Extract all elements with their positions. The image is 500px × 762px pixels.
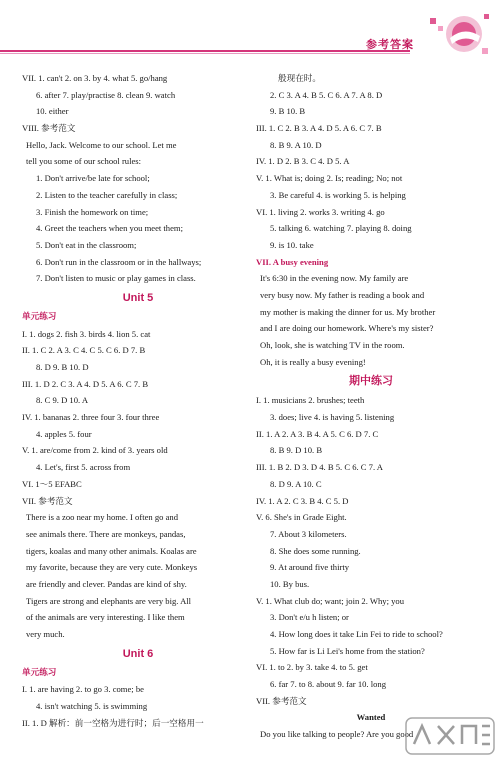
answer-line: IV. 1. bananas 2. three four 3. four three — [22, 412, 160, 423]
answer-line: 4. How long does it take Lin Fei to ride to school? — [270, 629, 443, 639]
paragraph-line: very much. — [26, 629, 65, 639]
answer-line: V. 1. What club do; want; join 2. Why; you — [256, 595, 404, 606]
answer-line: VI. 1～5 EFABC — [22, 478, 82, 489]
header-rule-thin — [0, 53, 410, 54]
answer-line: 10. By bus. — [270, 578, 310, 589]
answer-line: 8. C 9. D 10. A — [36, 395, 89, 406]
answer-line: 4. Let's, first 5. across from — [36, 462, 131, 473]
paragraph-line: my favorite, because they are very cute. Monkeys — [26, 562, 198, 573]
answer-line: 3. Don't e/u h listen; or — [270, 612, 349, 623]
essay-title: VII. A busy evening — [256, 256, 329, 267]
answer-line: I. 1. dogs 2. fish 3. birds 4. lion 5. cat — [22, 328, 151, 339]
answer-line: 8. D 9. B 10. D — [36, 362, 89, 372]
paragraph-line: of the animals are very interesting. I like them — [26, 612, 185, 623]
answer-line: V. 1. What is; doing 2. Is; reading; No; not — [256, 173, 403, 184]
answer-line: VIII. 参考范文 — [22, 123, 76, 134]
answer-line: III. 1. B 2. D 3. D 4. B 5. C 6. C 7. A — [256, 462, 384, 473]
answer-line: II. 1. C 2. A 3. C 4. C 5. C 6. D 7. B — [22, 345, 146, 356]
answer-line: 10. either — [36, 106, 69, 117]
answer-line: IV. 1. D 2. B 3. C 4. D 5. A — [256, 156, 350, 167]
answer-line: VII. 参考范文 — [22, 495, 73, 506]
subsection-label: 单元练习 — [22, 311, 57, 322]
answer-line: 3. Finish the homework on time; — [36, 206, 149, 217]
paragraph-line: very busy now. My father is reading a book and — [260, 289, 425, 300]
book-badge-icon — [426, 10, 492, 58]
answer-line: 5. Don't eat in the classroom; — [36, 239, 137, 250]
answer-line: 4. Greet the teachers when you meet them; — [36, 223, 183, 234]
header-title: 参考答案 — [366, 38, 414, 51]
answer-line: 4. apples 5. four — [36, 428, 92, 439]
answer-line: 1. Don't arrive/be late for school; — [36, 173, 150, 184]
answer-line: VI. 1. living 2. works 3. writing 4. go — [256, 206, 385, 217]
paragraph-line: Hello, Jack. Welcome to our school. Let me — [26, 139, 177, 150]
section-heading: 期中练习 — [349, 375, 393, 388]
answer-line: III. 1. C 2. B 3. A 4. D 5. A 6. C 7. B — [256, 123, 382, 134]
answer-line: 7. Don't listen to music or play games in class. — [36, 273, 196, 284]
answer-line: 般现在时。 — [278, 73, 321, 83]
paragraph-line: and I are doing our homework. Where's my sister? — [260, 323, 434, 334]
page-header — [0, 0, 500, 58]
answer-line: V. 6. She's in Grade Eight. — [256, 512, 347, 523]
left-column — [22, 70, 254, 731]
answer-line: III. 1. D 2. C 3. A 4. D 5. A 6. C 7. B — [22, 378, 149, 389]
answer-line: 3. Be careful 4. is working 5. is helping — [270, 189, 406, 200]
answer-line: II. 1. D 解析：前一空格为进行时；后一空格用一 — [22, 717, 204, 728]
answer-line: VII. 1. can't 2. on 3. by 4. what 5. go/hang — [22, 73, 168, 83]
answer-line: 7. About 3 kilometers. — [270, 528, 347, 539]
answer-line: I. 1. musicians 2. brushes; teeth — [256, 395, 365, 406]
answer-line: 8. B 9. A 10. D — [270, 139, 322, 150]
answer-line: I. 1. are having 2. to go 3. come; be — [22, 684, 144, 695]
paragraph-line: Tigers are strong and elephants are very big. All — [26, 595, 192, 606]
answer-line: 8. D 9. A 10. C — [270, 478, 322, 489]
section-heading: Unit 5 — [122, 291, 154, 304]
answer-line: 6. far 7. to 8. about 9. far 10. long — [270, 679, 386, 690]
answer-line: 2. Listen to the teacher carefully in class; — [36, 189, 178, 200]
answer-line: 8. She does some running. — [270, 545, 361, 556]
answer-line: 8. B 9. D 10. B — [270, 445, 323, 456]
section-heading: Unit 6 — [122, 647, 154, 660]
answer-line: 5. talking 6. watching 7. playing 8. doing — [270, 223, 412, 234]
answer-line: V. 1. are/come from 2. kind of 3. years old — [22, 445, 168, 456]
answer-line: VII. 参考范文 — [256, 695, 307, 706]
paragraph-line: tigers, koalas and many other animals. Koalas are — [26, 545, 197, 556]
mxqe-watermark-icon — [404, 714, 496, 758]
paragraph-line: There is a zoo near my home. I often go and — [26, 512, 179, 523]
answer-line: 5. How far is Li Lei's home from the station? — [270, 645, 425, 656]
answer-line: 3. does; live 4. is having 5. listening — [270, 412, 395, 423]
paragraph-line: my mother is making the dinner for us. My brother — [260, 306, 436, 317]
answer-line: 9. B 10. B — [270, 106, 306, 117]
essay-title: Wanted — [356, 712, 386, 723]
answer-line: VI. 1. to 2. by 3. take 4. to 5. get — [256, 662, 368, 673]
answer-line: 6. Don't run in the classroom or in the hallways; — [36, 256, 202, 267]
subsection-label: 单元练习 — [22, 667, 57, 678]
paragraph-line: Oh, look, she is watching TV in the room. — [260, 340, 405, 350]
answer-line: IV. 1. A 2. C 3. B 4. C 5. D — [256, 495, 349, 506]
answer-line: 6. after 7. play/practise 8. clean 9. watch — [36, 89, 176, 100]
right-column — [256, 70, 486, 743]
paragraph-line: It's 6:30 in the evening now. My family are — [260, 273, 409, 284]
answer-line: 9. At around five thirty — [270, 562, 350, 573]
paragraph-line: see animals there. There are monkeys, pandas, — [26, 528, 186, 539]
header-rule — [0, 50, 410, 52]
paragraph-line: tell you some of our school rules: — [26, 156, 142, 167]
paragraph-line: Oh, it is really a busy evening! — [260, 356, 366, 367]
answer-line: 4. isn't watching 5. is swimming — [36, 701, 148, 712]
paragraph-line: Do you like talking to people? Are you good — [260, 729, 414, 740]
paragraph-line: are friendly and clever. Pandas are kind of shy. — [26, 578, 187, 589]
answer-line: 9. is 10. take — [270, 239, 314, 250]
answer-line: II. 1. A 2. A 3. B 4. A 5. C 6. D 7. C — [256, 428, 379, 439]
answer-line: 2. C 3. A 4. B 5. C 6. A 7. A 8. D — [270, 89, 383, 100]
